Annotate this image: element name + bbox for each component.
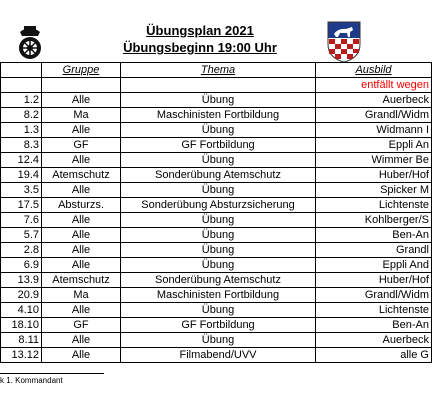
topic-cell: Übung — [121, 243, 316, 258]
instructor-cell: Auerbeck — [316, 93, 432, 108]
instructor-cell: Widmann I — [316, 123, 432, 138]
instructor-cell: Spicker M — [316, 183, 432, 198]
instructor-cell: Grandl/Widm — [316, 288, 432, 303]
plan-subtitle: Übungsbeginn 19:00 Uhr — [123, 40, 277, 55]
column-header-date — [1, 63, 42, 78]
instructor-cell: Ben-An — [316, 228, 432, 243]
cancellation-note: entfällt wegen — [316, 78, 432, 93]
group-cell: Alle — [42, 333, 121, 348]
instructor-cell: Huber/Hof — [316, 273, 432, 288]
column-header-instructor: Ausbild — [316, 63, 432, 78]
group-cell: Alle — [42, 183, 121, 198]
topic-cell: Sonderübung Absturzsicherung — [121, 198, 316, 213]
group-cell: Ma — [42, 288, 121, 303]
topic-cell: Übung — [121, 93, 316, 108]
topic-cell: Übung — [121, 258, 316, 273]
table-row — [1, 258, 432, 273]
footer-note: k 1. Kommandant — [0, 376, 63, 385]
municipal-coat-of-arms-icon — [326, 20, 362, 64]
column-header-group: Gruppe — [42, 63, 121, 78]
date-cell: 8.11 — [1, 333, 42, 348]
group-cell: Alle — [42, 243, 121, 258]
date-cell: 2.8 — [1, 243, 42, 258]
topic-cell: Sonderübung Atemschutz — [121, 168, 316, 183]
note-topic-cell — [121, 78, 316, 93]
topic-cell: Sonderübung Atemschutz — [121, 273, 316, 288]
topic-cell: Übung — [121, 213, 316, 228]
instructor-cell: Kohlberger/S — [316, 213, 432, 228]
date-cell: 8.2 — [1, 108, 42, 123]
table-row — [1, 318, 432, 333]
note-date-cell — [1, 78, 42, 93]
topic-cell: Filmabend/UVV — [121, 348, 316, 363]
instructor-cell: Lichtenste — [316, 303, 432, 318]
note-group-cell — [42, 78, 121, 93]
topic-cell: Übung — [121, 153, 316, 168]
column-header-topic: Thema — [121, 63, 316, 78]
table-row — [1, 348, 432, 363]
topic-cell: Maschinisten Fortbildung — [121, 108, 316, 123]
footer-divider — [0, 373, 104, 374]
group-cell: Absturzs. — [42, 198, 121, 213]
group-cell: Atemschutz — [42, 273, 121, 288]
table-row — [1, 93, 432, 108]
table-row — [1, 243, 432, 258]
group-cell: Alle — [42, 303, 121, 318]
topic-cell: Maschinisten Fortbildung — [121, 288, 316, 303]
instructor-cell: Grandl — [316, 243, 432, 258]
group-cell: GF — [42, 138, 121, 153]
group-cell: Alle — [42, 228, 121, 243]
group-cell: Alle — [42, 213, 121, 228]
instructor-cell: Grandl/Widm — [316, 108, 432, 123]
group-cell: Atemschutz — [42, 168, 121, 183]
date-cell: 3.5 — [1, 183, 42, 198]
table-row — [1, 198, 432, 213]
table-row — [1, 183, 432, 198]
schedule-body — [1, 78, 432, 363]
instructor-cell: Eppli And — [316, 258, 432, 273]
topic-cell: GF Fortbildung — [121, 318, 316, 333]
topic-cell: GF Fortbildung — [121, 138, 316, 153]
table-row — [1, 138, 432, 153]
date-cell: 7.6 — [1, 213, 42, 228]
instructor-cell: Ben-An — [316, 318, 432, 333]
table-row — [1, 123, 432, 138]
topic-cell: Übung — [121, 123, 316, 138]
table-row — [1, 303, 432, 318]
instructor-cell: Wimmer Be — [316, 153, 432, 168]
table-row — [1, 168, 432, 183]
plan-title: Übungsplan 2021 — [146, 23, 254, 38]
note-row — [1, 78, 432, 93]
group-cell: Alle — [42, 258, 121, 273]
instructor-cell: Lichtenste — [316, 198, 432, 213]
table-row — [1, 108, 432, 123]
group-cell: Alle — [42, 123, 121, 138]
date-cell: 13.9 — [1, 273, 42, 288]
table-row — [1, 213, 432, 228]
table-row — [1, 153, 432, 168]
date-cell: 1.2 — [1, 93, 42, 108]
table-row — [1, 333, 432, 348]
table-row — [1, 288, 432, 303]
topic-cell: Übung — [121, 333, 316, 348]
table-header-row — [1, 63, 432, 78]
date-cell: 19.4 — [1, 168, 42, 183]
document-header — [0, 0, 400, 66]
schedule-table — [0, 62, 432, 363]
date-cell: 20.9 — [1, 288, 42, 303]
date-cell: 4.10 — [1, 303, 42, 318]
fire-brigade-emblem-icon — [14, 22, 46, 62]
date-cell: 18.10 — [1, 318, 42, 333]
topic-cell: Übung — [121, 183, 316, 198]
date-cell: 13.12 — [1, 348, 42, 363]
group-cell: Alle — [42, 348, 121, 363]
group-cell: Alle — [42, 93, 121, 108]
date-cell: 6.9 — [1, 258, 42, 273]
date-cell: 8.3 — [1, 138, 42, 153]
topic-cell: Übung — [121, 303, 316, 318]
group-cell: GF — [42, 318, 121, 333]
instructor-cell: Huber/Hof — [316, 168, 432, 183]
date-cell: 5.7 — [1, 228, 42, 243]
instructor-cell: Auerbeck — [316, 333, 432, 348]
instructor-cell: alle G — [316, 348, 432, 363]
group-cell: Ma — [42, 108, 121, 123]
instructor-cell: Eppli An — [316, 138, 432, 153]
table-row — [1, 273, 432, 288]
date-cell: 17.5 — [1, 198, 42, 213]
group-cell: Alle — [42, 153, 121, 168]
date-cell: 12.4 — [1, 153, 42, 168]
table-row — [1, 228, 432, 243]
date-cell: 1.3 — [1, 123, 42, 138]
topic-cell: Übung — [121, 228, 316, 243]
